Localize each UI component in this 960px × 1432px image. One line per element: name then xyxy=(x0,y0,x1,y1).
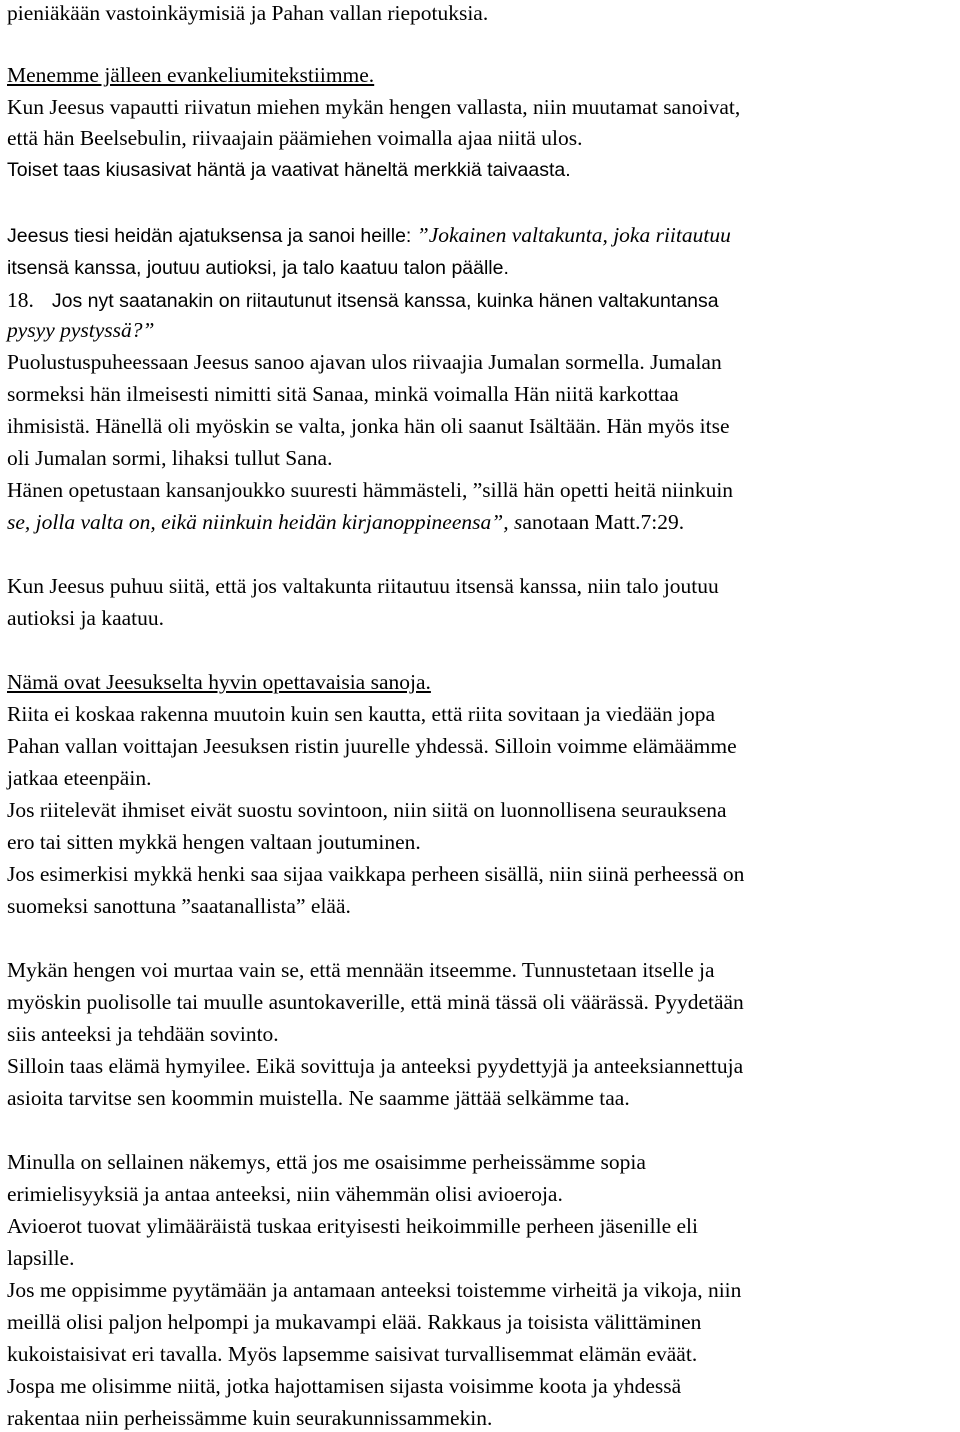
text-line: myöskin puolisolle tai muulle asuntokaverille, että minä tässä oli väärässä. Pyydetään xyxy=(7,990,744,1014)
text-line: rakentaa niin perheissämme kuin seurakunnissammekin. xyxy=(7,1406,493,1430)
text-line: asioita tarvitse sen koommin muistella. Ne saamme jättää selkämme taa. xyxy=(7,1086,630,1110)
text-line: Avioerot tuovat ylimääräistä tuskaa erityisesti heikoimmille perheen jäsenille eli xyxy=(7,1214,698,1238)
text-line: suomeksi sanottuna ”saatanallista” elää. xyxy=(7,894,351,918)
verse-number: 18. xyxy=(7,288,34,312)
text-line: Riita ei koskaa rakenna muutoin kuin sen kautta, että riita sovitaan ja viedään jopa xyxy=(7,702,716,726)
text-segment: Jeesus tiesi heidän ajatuksensa ja sanoi heille: xyxy=(7,225,417,247)
text-line: Toiset taas kiusasivat häntä ja vaativat häneltä merkkiä taivaasta. xyxy=(7,159,571,181)
text-line: lapsille. xyxy=(7,1246,75,1270)
text-line: oli Jumalan sormi, lihaksi tullut Sana. xyxy=(7,446,333,470)
text-line: Kun Jeesus puhuu siitä, että jos valtakunta riitautuu itsensä kanssa, niin talo joutuu xyxy=(7,574,719,598)
text-line: siis anteeksi ja tehdään sovinto. xyxy=(7,1022,279,1046)
text-line: Hänen opetustaan kansanjoukko suuresti hämmästeli, ”sillä hän opetti heitä niinkuin xyxy=(7,478,734,502)
text-line: Jos esimerkisi mykkä henki saa sijaa vaikkapa perheen sisällä, niin siinä perheessä on xyxy=(7,862,745,886)
text-line: kukoistaisivat eri tavalla. Myös lapsemme saisivat turvallisemmat elämän eväät. xyxy=(7,1342,698,1366)
section-heading: Nämä ovat Jeesukselta hyvin opettavaisia sanoja. xyxy=(7,670,431,694)
text-line: ero tai sitten mykkä hengen valtaan joutuminen. xyxy=(7,830,421,854)
text-line: itsensä kanssa, joutuu autioksi, ja talo kaatuu talon päälle. xyxy=(7,257,509,279)
text-line: meillä olisi paljon helpompi ja mukavampi elää. Rakkaus ja toisista välittäminen xyxy=(7,1310,702,1334)
text-line: että hän Beelsebulin, riivaajain päämiehen voimalla ajaa niitä ulos. xyxy=(7,126,583,150)
text-line: Pahan vallan voittajan Jeesuksen ristin juurelle yhdessä. Silloin voimme elämäämme xyxy=(7,734,737,758)
text-line: autioksi ja kaatuu. xyxy=(7,606,165,630)
text-line: sormeksi hän ilmeisesti nimitti sitä Sanaa, minkä voimalla Hän niitä karkottaa xyxy=(7,382,679,406)
section-heading: Menemme jälleen evankeliumitekstiimme. xyxy=(7,63,375,87)
bible-quote: pysyy pystyssä?” xyxy=(7,318,155,342)
verse-line xyxy=(7,286,719,315)
quote-line xyxy=(7,508,684,536)
bible-quote: se, jolla valta on, eikä niinkuin heidän kirjanoppineensa”, s xyxy=(7,510,523,534)
text-line: ihmisistä. Hänellä oli myöskin se valta, jonka hän oli saanut Isältään. Hän myös itse xyxy=(7,414,730,438)
bible-quote: ”Jokainen valtakunta, joka riitautuu xyxy=(416,223,731,247)
text-segment: anotaan Matt.7:29. xyxy=(522,510,685,534)
text-line: Kun Jeesus vapautti riivatun miehen mykän hengen vallasta, niin muutamat sanoivat, xyxy=(7,95,741,119)
text-line: Jos me oppisimme pyytämään ja antamaan anteeksi toistemme virheitä ja vikoja, niin xyxy=(7,1278,742,1302)
text-line: Puolustuspuheessaan Jeesus sanoo ajavan ulos riivaajia Jumalan sormella. Jumalan xyxy=(7,350,722,374)
text-line: pieniäkään vastoinkäymisiä ja Pahan vallan riepotuksia. xyxy=(7,1,489,25)
text-line: Minulla on sellainen näkemys, että jos me osaisimme perheissämme sopia xyxy=(7,1150,646,1174)
text-line: Jos riitelevät ihmiset eivät suostu sovintoon, niin siitä on luonnollisena seurauksena xyxy=(7,798,727,822)
quote-line xyxy=(7,221,731,250)
text-line: Jospa me olisimme niitä, jotka hajottamisen sijasta voisimme koota ja yhdessä xyxy=(7,1374,682,1398)
text-segment: Jos nyt saatanakin on riitautunut itsensä kanssa, kuinka hänen valtakuntansa xyxy=(51,290,719,312)
text-line: Mykän hengen voi murtaa vain se, että mennään itseemme. Tunnustetaan itselle ja xyxy=(7,958,715,982)
text-line: erimielisyyksiä ja antaa anteeksi, niin vähemmän olisi avioeroja. xyxy=(7,1182,563,1206)
text-line: Silloin taas elämä hymyilee. Eikä sovittuja ja anteeksi pyydettyjä ja anteeksiannettuja xyxy=(7,1054,744,1078)
text-line: jatkaa eteenpäin. xyxy=(7,766,152,790)
